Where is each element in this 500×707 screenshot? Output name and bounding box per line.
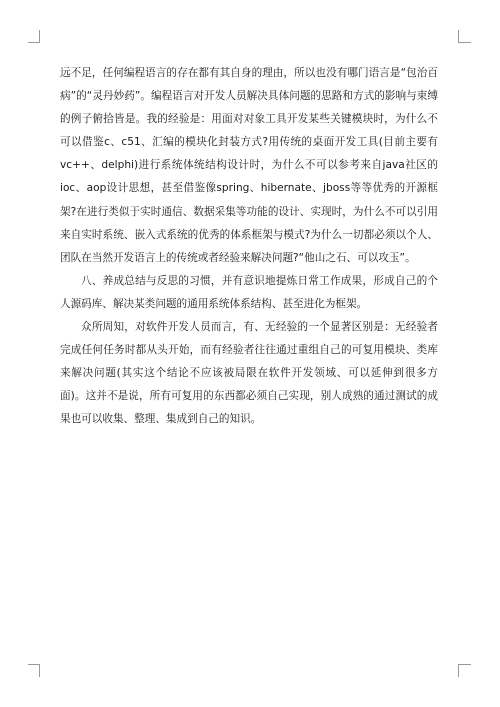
crop-mark-top-right [458, 30, 471, 43]
document-body [60, 62, 438, 432]
paragraph-continued: 远不足，任何编程语言的存在都有其自身的理由，所以也没有哪门语言是“包治百病”的“灵丹妙药”。编程语言对开发人员解决具体问题的思路和方式的影响与束缚的例子俯拾皆是。我的经验是：用面对对象工具开发某些关键模块时，为什么不可以借鉴c、c51、汇编的模块化封装方式?用传统的桌面开发工具(目前主要有vc++、delphi)进行系统体统结构设计时，为什么不可以参考来自java社区的ioc、aop设计思想，甚至借鉴像spring、hibernate、jboss等等优秀的开源框架?在进行类似于实时通信、数据采集等功能的设计、实现时，为什么不可以引用来自实时系统、嵌入式系统的优秀的体系框架与模式?为什么一切都必须以个人、团队在当然开发语言上的传统或者经验来解决问题?“他山之石、可以攻玉”。 [60, 67, 438, 264]
crop-mark-top-left [28, 30, 40, 43]
crop-mark-bottom-right [458, 664, 471, 677]
crop-mark-bottom-left [28, 664, 40, 677]
paragraph-eight: 八、养成总结与反思的习惯，并有意识地提炼日常工作成果，形成自己的个人源码库、解决某类问题的通用系统体系结构、甚至进化为框架。 [60, 274, 438, 310]
paragraph-experience: 众所周知，对软件开发人员而言，有、无经验的一个显著区别是：无经验者完成任何任务时都从头开始，而有经验者往往通过重组自己的可复用模块、类库来解决问题(其实这个结论不应该被局限在软件开发领域、可以延伸到很多方面)。这并不是说，所有可复用的东西都必须自己实现，别人成熟的通过测试的成果也可以收集、整理、集成到自己的知识。 [60, 321, 438, 426]
